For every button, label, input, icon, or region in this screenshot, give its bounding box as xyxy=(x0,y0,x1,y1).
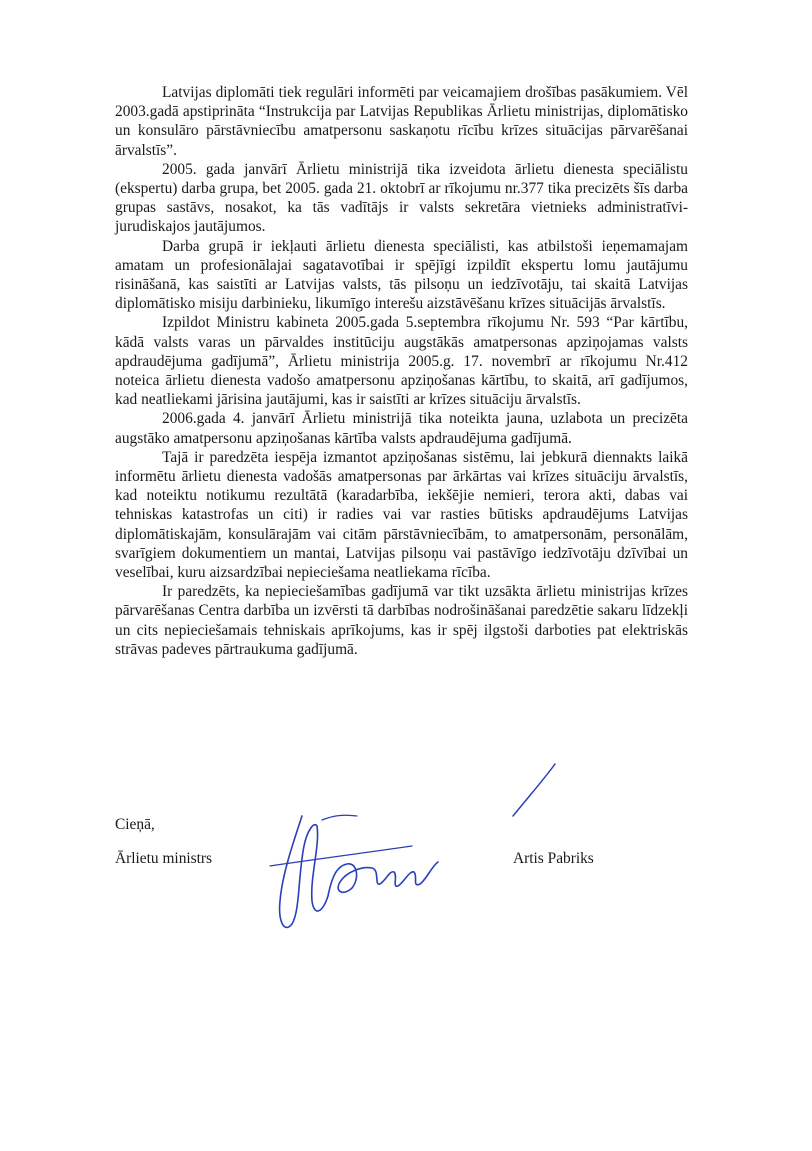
signer-name: Artis Pabriks xyxy=(513,850,594,867)
paragraph-7: Ir paredzēts, ka nepieciešamības gadījumā var tikt uzsākta ārlietu ministrijas krīzes pārvarēšanas Centra darbība un izvērsti tā darbības nodrošināšanai paredzētie sakaru līdzekļi un cits nepieciešamais tehniskais aprīkojums, kas ir spēj ilgstoši darboties pat elektriskās strāvas padeves pārtraukuma gadījumā. xyxy=(115,583,688,658)
paragraph-6: Tajā ir paredzēta iespēja izmantot apziņošanas sistēmu, lai jebkurā diennakts laikā informētu ārlietu dienesta vadošās amatpersonas par ārkārtas vai krīzes situāciju ārvalstīs, kad noteiktu notikumu rezultātā (karadarbība, iekšējie nemieri, terora akti, dabas vai tehniskas katastrofas un citi) ir radies vai var rasties būtisks apdraudējums Latvijas diplomātiskajām, konsulārajām vai citām pārstāvniecībām, to amatpersonām, personālām, svarīgiem dokumentiem un mantai, Latvijas pilsoņu vai pastāvīgo iedzīvotāju dzīvībai un veselībai, kuru aizsardzībai nepieciešama neatliekama rīcība. xyxy=(115,448,688,582)
signer-title: Ārlietu ministrs xyxy=(115,850,213,867)
closing-salutation: Cieņā, xyxy=(115,816,155,833)
paragraph-4: Izpildot Ministru kabineta 2005.gada 5.septembra rīkojumu Nr. 593 “Par kārtību, kādā valsts varas un pārvaldes institūciju augstākās amatpersonas apziņojamas valsts apdraudējuma gadījumā”, Ārlietu ministrija 2005.g. 17. novembrī ar rīkojumu Nr.412 noteica ārlietu dienesta vadošo amatpersonu apziņošanas kārtību, to skaitā, arī gadījumos, kad neatliekami jārisina jautājumi, kas ir saistīti ar krīzes situāciju ārvalstīs. xyxy=(115,314,688,409)
paragraph-1: Latvijas diplomāti tiek regulāri informēti par veicamajiem drošības pasākumiem. Vēl 2003.gadā apstiprināta “Instrukcija par Latvijas Republikas Ārlietu ministrijas, diplomātisko un konsulāro pārstāvniecību amatpersonu saskaņotu rīcību krīzes situācijas pārvarēšanai ārvalstīs”. xyxy=(115,84,688,159)
handwritten-signature xyxy=(262,806,442,936)
paragraph-5: 2006.gada 4. janvārī Ārlietu ministrijā tika noteikta jauna, uzlabota un precizēta augstāko amatpersonu apziņošanas kārtība valsts apdraudējuma gadījumā. xyxy=(115,410,688,447)
pen-stroke-mark xyxy=(505,760,560,820)
paragraph-2: 2005. gada janvārī Ārlietu ministrijā tika izveidota ārlietu dienesta speciālistu (ekspertu) darba grupa, bet 2005. gada 21. oktobrī ar rīkojumu nr.377 tika precizēts šīs darba grupas sastāvs, nosakot, ka tās vadītājs ir valsts sekretāra vietnieks administratīvi-jurudiskajos jautājumos. xyxy=(115,160,688,236)
paragraph-3: Darba grupā ir iekļauti ārlietu dienesta speciālisti, kas atbilstoši ieņemamajam amatam un profesionālajai sagatavotībai ir spējīgi izpildīt ekspertu lomu jautājumu risināšanā, kas saistīti ar Latvijas valsts, tās pilsoņu un iedzīvotāju, tai skaitā Latvijas diplomātisko misiju darbinieku, likumīgo interešu aizstāvēšanu krīzes situācijās ārvalstīs. xyxy=(115,237,688,313)
letter-body xyxy=(115,83,688,659)
